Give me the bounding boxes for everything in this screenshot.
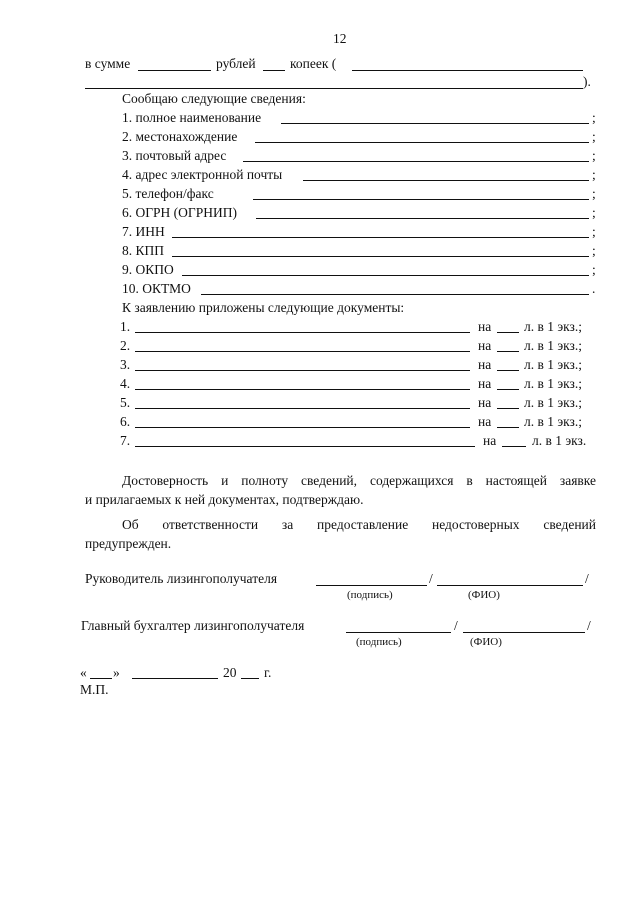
date-month-field: [132, 678, 218, 679]
attachment-suffix-4: л. в 1 экз.;: [524, 376, 582, 391]
attachment-pages-field-7: [502, 446, 526, 447]
attachment-field-2: [135, 351, 470, 352]
kopecks-label: копеек (: [290, 56, 337, 71]
attachment-pages-field-5: [497, 408, 519, 409]
sum-words-field: [352, 70, 583, 71]
attachment-number-5: 5.: [120, 395, 131, 410]
accountant-signature-caption: (подпись): [356, 636, 402, 648]
attachment-number-1: 1.: [120, 319, 131, 334]
info-label-ogrn: 6. ОГРН (ОГРНИП): [122, 205, 237, 220]
attachment-field-7: [135, 446, 475, 447]
info-field-postal: [243, 161, 589, 162]
attachment-field-3: [135, 370, 470, 371]
seal-label: М.П.: [80, 682, 109, 697]
info-header: Сообщаю следующие сведения:: [122, 91, 306, 106]
attachment-suffix-2: л. в 1 экз.;: [524, 338, 582, 353]
info-label-okpo: 9. ОКПО: [122, 262, 174, 277]
accountant-name-caption: (ФИО): [470, 636, 502, 648]
info-label-postal: 3. почтовый адрес: [122, 148, 227, 163]
attachment-on-3: на: [478, 357, 492, 372]
info-label-name: 1. полное наименование: [122, 110, 262, 125]
sum-close-paren: ).: [583, 74, 591, 89]
sum-kopecks-field: [263, 70, 285, 71]
head-name-caption: (ФИО): [468, 589, 500, 601]
info-label-oktmo: 10. ОКТМО: [122, 281, 191, 296]
attachment-on-6: на: [478, 414, 492, 429]
info-field-email: [303, 180, 589, 181]
head-signature-field: [316, 585, 427, 586]
head-name-field: [437, 585, 583, 586]
accountant-name-field: [463, 632, 585, 633]
accountant-signature-field: [346, 632, 451, 633]
attachment-on-7: на: [483, 433, 497, 448]
attachment-pages-field-3: [497, 370, 519, 371]
accountant-slash-2: /: [587, 618, 591, 633]
date-open-quote: «: [80, 665, 87, 680]
attachment-number-4: 4.: [120, 376, 131, 391]
head-signature-caption: (подпись): [347, 589, 393, 601]
attachment-pages-field-6: [497, 427, 519, 428]
responsibility-line-1: Об ответственности за предоставление недостоверных сведений: [122, 517, 596, 532]
info-label-email: 4. адрес электронной почты: [122, 167, 283, 182]
date-close-quote: »: [113, 665, 120, 680]
attachment-on-1: на: [478, 319, 492, 334]
attachment-field-4: [135, 389, 470, 390]
date-year-prefix: 20: [223, 665, 237, 680]
info-label-location: 2. местонахождение: [122, 129, 238, 144]
rubles-label: рублей: [216, 56, 256, 71]
info-field-name: [281, 123, 589, 124]
accountant-label: Главный бухгалтер лизингополучателя: [81, 618, 305, 633]
attachment-on-2: на: [478, 338, 492, 353]
attachment-number-6: 6.: [120, 414, 131, 429]
head-label: Руководитель лизингополучателя: [85, 571, 278, 586]
info-end-inn: ;: [592, 224, 596, 239]
head-slash-1: /: [429, 571, 433, 586]
attachments-header: К заявлению приложены следующие документы:: [122, 300, 405, 315]
attachment-on-4: на: [478, 376, 492, 391]
info-end-kpp: ;: [592, 243, 596, 258]
info-field-location: [255, 142, 589, 143]
attachment-on-5: на: [478, 395, 492, 410]
attachment-pages-field-1: [497, 332, 519, 333]
info-field-inn: [172, 237, 589, 238]
info-field-okpo: [182, 275, 589, 276]
attachment-pages-field-4: [497, 389, 519, 390]
info-end-oktmo: .: [592, 281, 596, 296]
info-end-okpo: ;: [592, 262, 596, 277]
attachment-pages-field-2: [497, 351, 519, 352]
date-day-field: [90, 678, 112, 679]
info-field-ogrn: [256, 218, 589, 219]
info-field-oktmo: [201, 294, 589, 295]
info-label-phone: 5. телефон/факс: [122, 186, 214, 201]
sum-rubles-field: [138, 70, 211, 71]
attachment-suffix-1: л. в 1 экз.;: [524, 319, 582, 334]
date-year-field: [241, 678, 259, 679]
confirmation-line-2: и прилагаемых к ней документах, подтверждаю.: [85, 492, 364, 507]
info-end-postal: ;: [592, 148, 596, 163]
responsibility-line-2: предупрежден.: [85, 536, 172, 551]
info-end-name: ;: [592, 110, 596, 125]
info-field-kpp: [172, 256, 589, 257]
info-label-inn: 7. ИНН: [122, 224, 165, 239]
attachment-field-1: [135, 332, 470, 333]
sum-words-field-2: [85, 88, 583, 89]
attachment-number-3: 3.: [120, 357, 131, 372]
attachment-number-7: 7.: [120, 433, 131, 448]
attachment-field-6: [135, 427, 470, 428]
attachment-suffix-3: л. в 1 экз.;: [524, 357, 582, 372]
attachment-number-2: 2.: [120, 338, 131, 353]
head-slash-2: /: [585, 571, 589, 586]
accountant-slash-1: /: [454, 618, 458, 633]
info-end-phone: ;: [592, 186, 596, 201]
attachment-suffix-6: л. в 1 экз.;: [524, 414, 582, 429]
attachment-suffix-5: л. в 1 экз.;: [524, 395, 582, 410]
info-end-location: ;: [592, 129, 596, 144]
date-year-suffix: г.: [264, 665, 272, 680]
info-label-kpp: 8. КПП: [122, 243, 165, 258]
info-field-phone: [253, 199, 589, 200]
page-number: 12: [333, 31, 347, 46]
sum-label: в сумме: [85, 56, 131, 71]
info-end-ogrn: ;: [592, 205, 596, 220]
info-end-email: ;: [592, 167, 596, 182]
attachment-suffix-7: л. в 1 экз.: [532, 433, 587, 448]
attachment-field-5: [135, 408, 470, 409]
confirmation-line-1: Достоверность и полноту сведений, содержащихся в настоящей заявке: [122, 473, 596, 488]
